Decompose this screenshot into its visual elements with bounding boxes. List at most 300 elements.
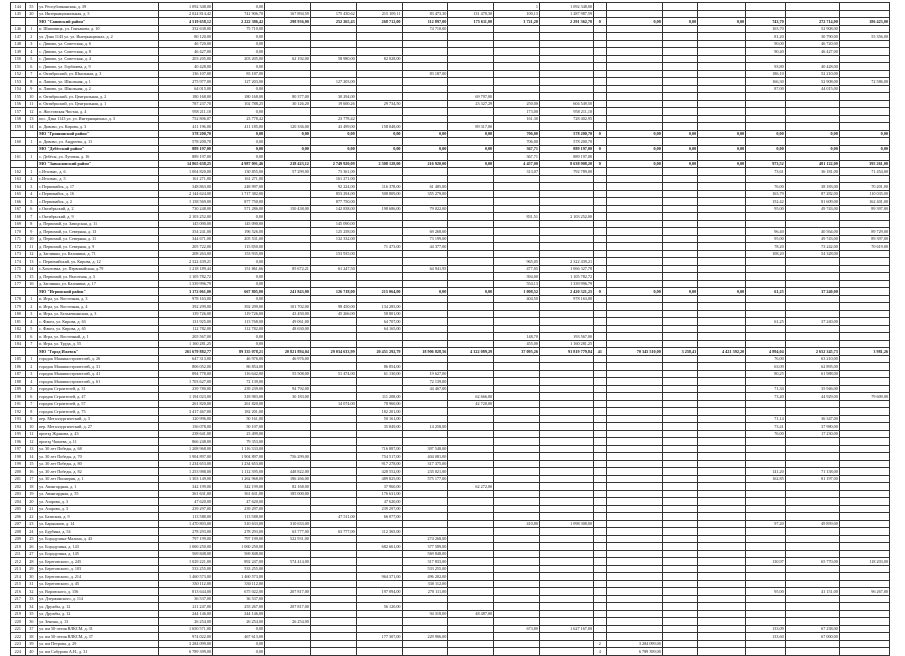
cell-g (494, 453, 540, 461)
cell-g (494, 25, 540, 33)
group-row (11, 288, 890, 296)
cell-i (594, 258, 606, 266)
cell-total: 46 720,00 (158, 40, 212, 48)
cell-a: 26 254,00 (213, 618, 265, 626)
cell-f (448, 550, 494, 558)
cell-c (310, 468, 356, 476)
cell-h (539, 483, 593, 491)
cell-b: 30 126,20 (265, 100, 311, 108)
cell-a: 533 255,00 (213, 565, 265, 573)
cell-k (662, 565, 697, 573)
cell-a: 1 904 897,00 (213, 453, 265, 461)
cell-sub: 3 (25, 370, 37, 378)
cell-g: 3 721,20 (494, 18, 540, 26)
cell-e: 533 255,00 (402, 565, 448, 573)
cell-e (402, 528, 448, 536)
cell-a: 675 022,00 (213, 588, 265, 596)
cell-n (785, 175, 839, 183)
cell-b: 46 976,00 (265, 355, 311, 363)
cell-sub: 12 (25, 250, 37, 258)
cell-c: 175 430,62 (310, 10, 356, 18)
cell-c (310, 333, 356, 341)
cell-e (402, 295, 448, 303)
cell-h: 1 066 327,78 (539, 265, 593, 273)
cell-num: 192 (11, 408, 26, 416)
cell-k (662, 423, 697, 431)
cell-total: 261 679 882,77 (158, 348, 212, 356)
table-row (11, 280, 890, 288)
cell-j (606, 258, 662, 266)
cell-name: городок Машиностроителей, д. 26 (38, 355, 159, 363)
cell-j (606, 475, 662, 483)
cell-total: 1 029 221,00 (158, 558, 212, 566)
cell-b (265, 445, 311, 453)
cell-i (594, 505, 606, 513)
table-row (11, 355, 890, 363)
cell-b: 241 843,00 (265, 288, 311, 296)
cell-g (494, 423, 540, 431)
cell-i (594, 303, 606, 311)
cell-g (494, 183, 540, 191)
cell-d (356, 138, 402, 146)
cell-m: 78,20 (746, 243, 786, 251)
cell-e (402, 310, 448, 318)
cell-name: с.Первомайск, д. 17 (38, 183, 159, 191)
cell-h (539, 565, 593, 573)
cell-total: 1 092 348,00 (158, 3, 212, 11)
cell-f (448, 153, 494, 161)
cell-h: 1 098 308,00 (539, 520, 593, 528)
cell-c: 47 511,00 (310, 513, 356, 521)
cell-sub: 25 (25, 535, 37, 543)
cell-name: ул. им 50-летия ВЛКСМ, д. 31 (38, 625, 159, 633)
cell-n: 81 197,00 (785, 475, 839, 483)
table-row (11, 385, 890, 393)
cell-n (785, 565, 839, 573)
cell-f (448, 633, 494, 641)
cell-e (402, 648, 448, 656)
cell-name: ул. им 50-летия ВЛКСМ, д. 37 (38, 633, 159, 641)
cell-o (839, 303, 889, 311)
cell-name: ул. Бородулина, д. 143 (38, 543, 159, 551)
cell-total: 332 638,00 (158, 25, 212, 33)
cell-l (698, 505, 746, 513)
table-row (11, 93, 890, 101)
cell-m: 87,00 (746, 85, 786, 93)
cell-i (594, 108, 606, 116)
cell-a: 50 107,00 (213, 423, 265, 431)
cell-sub: 5 (25, 385, 37, 393)
cell-c (310, 355, 356, 363)
cell-g (494, 528, 540, 536)
cell-num: 144 (11, 3, 26, 11)
cell-e (402, 138, 448, 146)
cell-sub: 38 (25, 633, 37, 641)
cell-f (448, 490, 494, 498)
cell-h (539, 558, 593, 566)
cell-n: 40 564,00 (785, 228, 839, 236)
cell-g (494, 48, 540, 56)
cell-h: 578 200,70 (539, 130, 593, 138)
cell-a: 361 631,00 (213, 490, 265, 498)
cell-i (594, 205, 606, 213)
cell-j (606, 423, 662, 431)
cell-num: 199 (11, 460, 26, 468)
cell-n (785, 100, 839, 108)
cell-h (539, 220, 593, 228)
cell-d: 182 201,00 (356, 408, 402, 416)
cell-o (839, 363, 889, 371)
cell-o (839, 648, 889, 656)
cell-f (448, 460, 494, 468)
cell-m (746, 603, 786, 611)
table-row (11, 520, 890, 528)
cell-e: 0,00 (402, 288, 448, 296)
cell-e (402, 333, 448, 341)
cell-b: 0,00 (265, 130, 311, 138)
cell-c: 51 474,00 (310, 370, 356, 378)
cell-n: 49 743,00 (785, 205, 839, 213)
cell-sub: 10 (25, 235, 37, 243)
cell-e (402, 520, 448, 528)
cell-total: 958 211,10 (158, 108, 212, 116)
cell-num: 175 (11, 265, 26, 273)
table-row (11, 198, 890, 206)
cell-e (402, 625, 448, 633)
cell-name: ул. Береговского, д. 45 (38, 580, 159, 588)
cell-b (265, 243, 311, 251)
cell-d: 754 517,00 (356, 453, 402, 461)
cell-i (594, 10, 606, 18)
cell-total: 112 782,00 (158, 325, 212, 333)
cell-num: 146 (11, 25, 26, 33)
cell-l (698, 438, 746, 446)
cell-name: ул. Дружбы, д. 12 (38, 610, 159, 618)
cell-c (310, 445, 356, 453)
cell-n (785, 280, 839, 288)
cell-m (746, 138, 786, 146)
cell-sub: 3 (25, 40, 37, 48)
cell-f (448, 625, 494, 633)
cell-m: 81,20 (746, 33, 786, 41)
cell-name: ул. Республиканская, д. 39 (38, 3, 159, 11)
cell-f (448, 445, 494, 453)
cell-name: ул. Зенина, д. 13 (38, 618, 159, 626)
cell-e (402, 48, 448, 56)
cell-num: 168 (11, 213, 26, 221)
cell-f: 23 327,29 (448, 100, 494, 108)
cell-h: 889 197,00 (539, 153, 593, 161)
cell-i (594, 138, 606, 146)
table-row (11, 190, 890, 198)
cell-m: 61,25 (746, 318, 786, 326)
cell-k: 0,00 (662, 18, 697, 26)
cell-c: 73 361,00 (310, 168, 356, 176)
cell-j (606, 265, 662, 273)
cell-i (594, 70, 606, 78)
cell-name: с.Италмас, д. 5 (38, 175, 159, 183)
cell-c (310, 603, 356, 611)
cell-sub: 10 (25, 93, 37, 101)
cell-e: 61 485,00 (402, 183, 448, 191)
cell-d (356, 48, 402, 56)
table-row (11, 363, 890, 371)
cell-total: 752 806,07 (158, 115, 212, 123)
cell-g: 673,80 (494, 625, 540, 633)
cell-k (662, 183, 697, 191)
cell-h (539, 123, 593, 131)
cell-j (606, 400, 662, 408)
cell-i (594, 318, 606, 326)
cell-total: 348 863,00 (158, 183, 212, 191)
cell-l (698, 400, 746, 408)
cell-d: 489 825,00 (356, 475, 402, 483)
cell-b (265, 108, 311, 116)
cell-e (402, 3, 448, 11)
cell-f (448, 468, 494, 476)
cell-l (698, 183, 746, 191)
cell-sub: 20 (25, 10, 37, 18)
cell-b (265, 460, 311, 468)
cell-name: с. Дебёсы, ул. Луговая, д. 16 (38, 153, 159, 161)
cell-d (356, 378, 402, 386)
cell-j (606, 505, 662, 513)
cell-e (402, 40, 448, 48)
cell-h: 1 287 987,59 (539, 10, 593, 18)
cell-sub: 6 (25, 393, 37, 401)
cell-j (606, 10, 662, 18)
cell-c (310, 363, 356, 371)
cell-i (594, 325, 606, 333)
table-row (11, 303, 890, 311)
cell-k (662, 363, 697, 371)
cell-l: 0,00 (698, 130, 746, 138)
cell-b (265, 280, 311, 288)
cell-h (539, 513, 593, 521)
cell-j (606, 355, 662, 363)
cell-name: МО "Игринский район" (38, 288, 159, 296)
cell-e: 229 906,00 (402, 633, 448, 641)
cell-a: 115 850,00 (213, 243, 265, 251)
cell-name: ул. Береговского, д. 103 (38, 565, 159, 573)
cell-b (265, 648, 311, 656)
cell-sub (25, 145, 37, 153)
table-row (11, 115, 890, 123)
table-row (11, 558, 890, 566)
cell-a: 50 161,00 (213, 415, 265, 423)
cell-name: ул. Дружбы, д. 12 (38, 603, 159, 611)
cell-name: МО "Саповский район" (38, 18, 159, 26)
cell-h: 2 322 439,21 (539, 258, 593, 266)
cell-i (594, 595, 606, 603)
cell-num: 191 (11, 400, 26, 408)
cell-h (539, 460, 593, 468)
cell-m: 133,09 (746, 625, 786, 633)
cell-l (698, 220, 746, 228)
cell-h (539, 580, 593, 588)
cell-l: 0,00 (698, 145, 746, 153)
cell-num: 167 (11, 205, 26, 213)
cell-n (785, 265, 839, 273)
cell-e: 73 199,00 (402, 235, 448, 243)
cell-i (594, 565, 606, 573)
cell-j (606, 340, 662, 348)
cell-h (539, 528, 593, 536)
cell-n: 17 230,00 (785, 430, 839, 438)
cell-a: 180 168,00 (213, 93, 265, 101)
cell-e (402, 363, 448, 371)
cell-f (448, 378, 494, 386)
cell-c: 61 247,50 (310, 265, 356, 273)
cell-k (662, 595, 697, 603)
cell-j: 3 284 099,00 (606, 640, 662, 648)
cell-num: 155 (11, 93, 26, 101)
cell-g (494, 535, 540, 543)
cell-b (265, 183, 311, 191)
cell-n: 46 427,00 (785, 48, 839, 56)
cell-num: 201 (11, 475, 26, 483)
cell-name: МО "Завьяловский район" (38, 160, 159, 168)
cell-g (494, 610, 540, 618)
cell-h: 2 291 362,70 (539, 18, 593, 26)
cell-k (662, 400, 697, 408)
cell-b: 310 633,00 (265, 520, 311, 528)
cell-m (746, 505, 786, 513)
cell-b (265, 190, 311, 198)
cell-m: 130,97 (746, 558, 786, 566)
cell-d (356, 85, 402, 93)
cell-i (594, 123, 606, 131)
cell-b: 30 183,00 (265, 393, 311, 401)
cell-num: 176 (11, 273, 26, 281)
cell-d: 47 620,00 (356, 498, 402, 506)
cell-g (494, 468, 540, 476)
cell-d (356, 333, 402, 341)
cell-b (265, 408, 311, 416)
cell-o (839, 10, 889, 18)
cell-n: 61 988,00 (785, 370, 839, 378)
cell-l (698, 340, 746, 348)
cell-k (662, 483, 697, 491)
cell-c: 125 258,00 (310, 228, 356, 236)
cell-i (594, 633, 606, 641)
cell-sub: 5 (25, 198, 37, 206)
cell-e (402, 505, 448, 513)
cell-g: 965,05 (494, 258, 540, 266)
cell-o (839, 595, 889, 603)
cell-n (785, 573, 839, 581)
group-row (11, 160, 890, 168)
cell-g: 1 (494, 3, 540, 11)
cell-j (606, 535, 662, 543)
cell-e (402, 303, 448, 311)
cell-g (494, 378, 540, 386)
cell-c (310, 25, 356, 33)
cell-d: 134 285,00 (356, 303, 402, 311)
cell-d (356, 258, 402, 266)
cell-c (310, 33, 356, 41)
cell-k (662, 250, 697, 258)
cell-l (698, 535, 746, 543)
cell-c (310, 453, 356, 461)
cell-g (494, 78, 540, 86)
cell-g (494, 318, 540, 326)
cell-num: 147 (11, 33, 26, 41)
cell-g (494, 250, 540, 258)
cell-o: 70 619,00 (839, 243, 889, 251)
cell-a: 0,00 (213, 48, 265, 56)
cell-i (594, 198, 606, 206)
cell-name: ул. 30 лет Победы, д. 80 (38, 460, 159, 468)
cell-c (310, 385, 356, 393)
cell-num: 151 (11, 63, 26, 71)
cell-i (594, 528, 606, 536)
cell-f (448, 535, 494, 543)
cell-total: 392 299,00 (158, 303, 212, 311)
cell-d: 215 064,00 (356, 288, 402, 296)
cell-k (662, 618, 697, 626)
cell-name: д. Заглинки, ул. Калинина, д. 17 (38, 280, 159, 288)
cell-o (839, 370, 889, 378)
cell-name: ул. Базисная, д. 9 (38, 513, 159, 521)
cell-l (698, 423, 746, 431)
cell-m: 73,40 (746, 393, 786, 401)
cell-a: 0,00 (213, 3, 265, 11)
cell-n: 49 743,00 (785, 235, 839, 243)
cell-b: 167 894,59 (265, 10, 311, 18)
cell-f (448, 40, 494, 48)
cell-m: 163,70 (746, 25, 786, 33)
cell-a: 892 247,00 (213, 558, 265, 566)
cell-name: п. Шиповицк, ул. Гончакова, д. 10 (38, 25, 159, 33)
cell-j (606, 595, 662, 603)
cell-d (356, 220, 402, 228)
cell-h (539, 55, 593, 63)
cell-n (785, 535, 839, 543)
cell-total: 2 024 814,42 (158, 10, 212, 18)
cell-b: 26 254,00 (265, 618, 311, 626)
cell-i (594, 355, 606, 363)
cell-total: 36 537,00 (158, 595, 212, 603)
cell-n (785, 55, 839, 63)
cell-total: 113 588,00 (158, 513, 212, 521)
cell-g (494, 618, 540, 626)
cell-c (310, 633, 356, 641)
cell-k (662, 318, 697, 326)
cell-m (746, 408, 786, 416)
cell-m (746, 528, 786, 536)
cell-i (594, 580, 606, 588)
cell-k (662, 385, 697, 393)
cell-c: 853 294,00 (310, 190, 356, 198)
cell-l (698, 595, 746, 603)
cell-a: 1 112 395,00 (213, 468, 265, 476)
cell-i (594, 235, 606, 243)
cell-g: 367,71 (494, 153, 540, 161)
cell-name: ул. Барышнов, д. 14 (38, 520, 159, 528)
cell-l (698, 408, 746, 416)
cell-l (698, 70, 746, 78)
cell-k (662, 378, 697, 386)
cell-h: 2 103 252,00 (539, 213, 593, 221)
cell-i (594, 408, 606, 416)
cell-o (839, 408, 889, 416)
table-row (11, 528, 890, 536)
cell-total: 64 015,00 (158, 85, 212, 93)
cell-c: 2 749 920,09 (310, 160, 356, 168)
cell-h (539, 490, 593, 498)
cell-f (448, 55, 494, 63)
